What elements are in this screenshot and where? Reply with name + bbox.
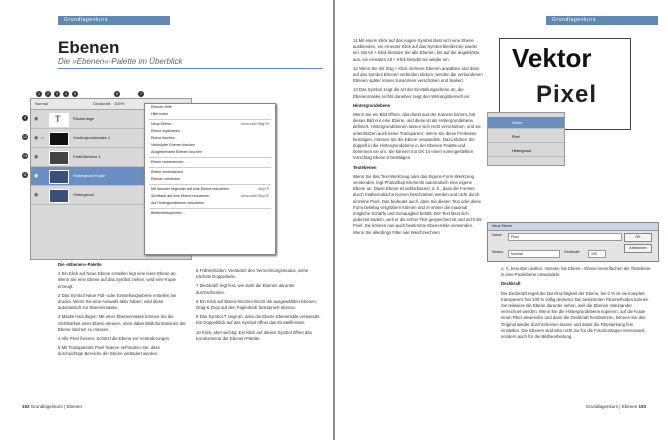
opacity-value[interactable]: 100% <box>114 101 125 106</box>
paragraph: Wenn Sie das Text-Werkzeug oder das Eigene-Form-Werkzeug verwenden, legt Photoshop Elements automatisch eine eigene Ebene an. Diese Ebene ist vektorbasiert, d. h., dass die Formen durch mathematische Kurven beschrieben werden und nicht durch einzelne Pixel. Das bedeutet auch, dass Sie diesen Text oder diese Form beliebig vergrößern können und er immer die maximal mögliche Schärfe und Genauigkeit behält. Der Text lässt sich jederzeit ändern, weil er als echter Text gespeichert ist und nicht als Pixel. Sie können nun auch bestimmte Ebenenstile verwenden. Wenn Sie allerdings Filter wie Weichzeichnen <box>353 173 482 235</box>
opacity-label: Deckkraft: <box>564 250 581 254</box>
paragraph: 8 Ein Klick auf Ebene löschen löscht die ausgewählten Ebenen, Drag & Drop auf den Papierkorb funktioniert ebenso. <box>196 298 318 311</box>
paragraph: 6 Füllmethoden: Verändert den Verrechnungsmodus, siehe nächste Doppelseite. <box>196 268 309 280</box>
paragraph: 3 Maske hinzufügen: Mit einer Ebenenmaske können Sie die Sichtbarkeit einer Ebene steuern, ohne dabei Bildinformationen der Ebene löschen zu müssen. <box>58 314 186 332</box>
menu-item[interactable]: Ebene duplizieren... <box>151 129 183 133</box>
caption-title: Die »Ebenen«-Palette <box>58 262 102 267</box>
opacity-label: Deckkraft: <box>93 101 112 106</box>
marker-12: 12 <box>23 135 27 139</box>
layer-thumbnail: T <box>49 113 69 127</box>
paragraph: 2 Das Symbol Neue Füll- oder Einstellungsebene erstellen bei drucke. Wenn Sie eine Auswahl aktiv haben, wird diese automatisch zur Ebenenmaske. <box>58 292 177 311</box>
layers-context-menu <box>144 103 276 255</box>
menu-separator <box>149 208 271 209</box>
layer-thumbnail <box>49 132 69 146</box>
paragraph: 7 Deckkraft: legt fest, wie stark die Ebenen darunter durchscheinen. <box>196 283 295 295</box>
eye-icon[interactable]: ◉ <box>34 154 39 160</box>
marker-2: 2 <box>45 91 51 97</box>
blend-mode-select[interactable]: Normal <box>35 101 48 106</box>
left-header-tab: Grundlagenkurs <box>58 16 170 25</box>
page-title: Ebenen <box>58 38 120 57</box>
paragraph: 13 Das Symbol zeigt die Art der Einstellungsebene an, die Ebenenmaske rechts daneben zeigt den Wirkungsbereich an. <box>353 87 471 99</box>
ok-button[interactable]: OK <box>624 233 652 242</box>
right-column-1 <box>353 38 483 239</box>
menu-item[interactable]: Ausgeblendete Ebenen löschen <box>151 150 202 154</box>
right-column-2 <box>501 266 651 343</box>
opacity-field[interactable]: 100 <box>588 250 606 258</box>
mini-layer-row[interactable]: Vektor <box>488 117 564 129</box>
menu-separator <box>149 167 271 168</box>
layer-thumbnail <box>49 151 69 165</box>
menu-separator <box>149 157 271 158</box>
subheading: Textebenen <box>353 164 377 170</box>
marker-4: 4 <box>63 91 69 97</box>
menu-item[interactable]: Ebene vereinfachen <box>151 170 183 174</box>
eye-icon[interactable]: ◉ <box>34 192 39 198</box>
mini-layers-panel <box>487 112 565 166</box>
layer-thumbnail <box>49 170 69 184</box>
layer-label: Vordergrundmaske 1 <box>73 135 111 140</box>
menu-separator <box>149 184 271 185</box>
mode-label: Modus: <box>492 250 504 254</box>
link-icon[interactable]: ∞ <box>41 135 44 140</box>
right-header-tab: Grundlagenkurs <box>546 16 658 25</box>
title-rule <box>58 68 323 69</box>
menu-item[interactable]: Hilfe-Index <box>151 112 169 116</box>
vektor-text: Vektor <box>512 43 592 73</box>
marker-11: 11 <box>23 173 27 177</box>
menu-item[interactable]: Sichtbare auf eine Ebene reduzieren Umschalt+Strg+E <box>151 194 269 198</box>
paragraph: 5 Mit Transparente Pixel fixieren verhindern Sie, dass durchsichtige Bereiche der Ebene verändert werden. <box>58 345 160 357</box>
paragraph: 10 Klick, aber wichtig: Ein Klick auf diesen Symbol öffnet das Kontextmenü der Ebenen-Palette. <box>196 329 312 341</box>
name-label: Name: <box>492 233 503 237</box>
layer-label: Rückenlage <box>73 116 95 121</box>
paragraph: 1 Ein Klick auf Neue Ebene erstellen legt eine leere Ebene an. Wenn Sie eine Ebene auf das Symbol ziehen, wird eine Kopie erzeugt. <box>58 271 177 289</box>
layer-label: Hintergrund <box>73 192 94 197</box>
paragraph: 9 Das Symbol T zeigt an, dass die Ebene Ebenenstile verwendet. Ein Doppelklick auf das Symbol öffnet das Einstellfenster. <box>196 314 321 326</box>
cancel-button[interactable]: Abbrechen <box>624 244 652 253</box>
menu-item[interactable]: Verknüpfte Ebenen löschen <box>151 143 195 147</box>
new-layer-dialog <box>487 222 659 262</box>
left-column-1 <box>58 262 186 361</box>
menu-item[interactable]: Auf Hintergrundebene reduzieren <box>151 201 205 205</box>
pixel-text: Pixel <box>536 81 598 108</box>
eye-icon[interactable]: ◉ <box>34 135 39 141</box>
subheading: Deckkraft <box>501 281 521 287</box>
marker-7: 7 <box>138 91 144 97</box>
marker-1: 1 <box>36 91 42 97</box>
paragraph: 11 Mit einem Klick auf das Augen-Symbol lässt sich eine Ebene ausblenden, ein erneuter Klick auf das Symbol blendet sie wieder ein. Mit Alt + Klick blenden Sie alle Ebenen, bis auf die angeklickte, aus, ein erneutes Alt + Klick blendet sie wieder ein. <box>353 38 481 62</box>
paragraph: 12 Wenn Sie mit Strg + Klick mehrere Ebenen anwählen und dann auf das Symbol Ebenen verbinden klicken, werden die verbundenen Ebenen später immer zusammen verschoben und skaliert. <box>353 65 483 84</box>
menu-separator <box>149 119 271 120</box>
paragraph: Die Deckkraft regelt die Durchsichtigkeit der Ebene, bei 0 % ist sie komplett transparent, bei 100 % völlig deckend. Bei bestimmten Filmmethoden können Sie teilweise die Ebene darunter sehen, weil die Ebenen miteinander verrechnet werden. Wenn Sie die Hintergrundebene kopieren, auf die Kopie einen Filter anwenden und dann die Deckkraft herabsetzen, können Sie das Original wieder durchscheinen lassen und damit die Filterwirkung fein einstellen. Die Ebenen sind also nicht nur für die Fotomontagen interessant, sondern auch für die Bildbearbeitung. <box>501 290 649 340</box>
layer-thumbnail <box>49 189 69 203</box>
menu-item[interactable]: Ebenen-Hilfe <box>151 105 172 109</box>
layer-label: Farbfüllebene 1 <box>73 154 101 159</box>
menu-item[interactable]: Mit darunter liegender auf eine Ebene reduzieren Strg+E <box>151 187 269 191</box>
marker-13: 13 <box>23 154 27 158</box>
mini-layer-row[interactable]: Hintergrund <box>488 145 564 157</box>
paragraph: Wenn Sie ein Bild öffnen, das direkt aus der Kamera kommt, hat dieses Bild nur eine Ebene, und diese ist als Hintergrundebene definiert. Hintergrundebenen lassen sich nicht verschieben, und sie unterstützen auch keine Transparenz. Wenn Sie diese Freiheiten benötigen, müssen Sie die Ebene umwandeln. Dazu klicken Sie doppelt in die Hintergrundebene in der Ebenen-Palette und benennen sie um. Sie können mit OK 14 einen voreingestellten Vorschlag Ebene 0 bestätigen. <box>353 112 481 161</box>
right-page <box>335 0 668 440</box>
subheading: Hintergrundebene <box>353 102 391 108</box>
layer-label: Hintergrund Kopie <box>73 173 106 178</box>
footer-text: Grundlagenkurs | Ebenen <box>30 404 82 409</box>
menu-item[interactable]: Neue Ebene... Umschalt+Strg+N <box>151 122 269 126</box>
mini-layer-row[interactable]: Pixel <box>488 131 564 143</box>
page-subtitle: Die »Ebenen«-Palette im Überblick <box>58 57 183 66</box>
left-column-2 <box>196 268 324 345</box>
marker-6: 6 <box>114 91 120 97</box>
footer-text: Grundlagenkurs | Ebenen <box>586 404 638 409</box>
menu-item[interactable]: Ebene umbenennen... <box>151 160 187 164</box>
marker-3: 3 <box>54 91 60 97</box>
paragraph: 4 Alle Pixel fixieren: Schützt die Ebene vor Veränderungen. <box>58 336 171 342</box>
marker-5: 5 <box>72 91 78 97</box>
paragraph: o. Ä. benutzen wollen, müssen Sie Ebene › Ebene vereinfachen die Textebene in eine Pixelebene umwandeln. <box>501 266 651 278</box>
left-footer <box>22 404 82 409</box>
menu-item[interactable]: Bedienfeldoptionen... <box>151 211 185 215</box>
menu-item[interactable]: Ebenen verbinden <box>151 177 181 181</box>
menu-item[interactable]: Ebene löschen <box>151 136 175 140</box>
marker-9: 9 <box>22 115 28 121</box>
name-field[interactable]: Pixel <box>508 233 622 241</box>
left-page <box>0 0 333 440</box>
dialog-title: Neue Ebene <box>488 223 658 231</box>
mode-select[interactable]: Normal <box>508 250 560 258</box>
eye-icon[interactable]: ◉ <box>34 173 39 179</box>
page-number: 193 <box>638 404 646 409</box>
eye-icon[interactable]: ◉ <box>34 116 39 122</box>
page-number: 192 <box>22 404 30 409</box>
right-footer <box>586 404 646 409</box>
